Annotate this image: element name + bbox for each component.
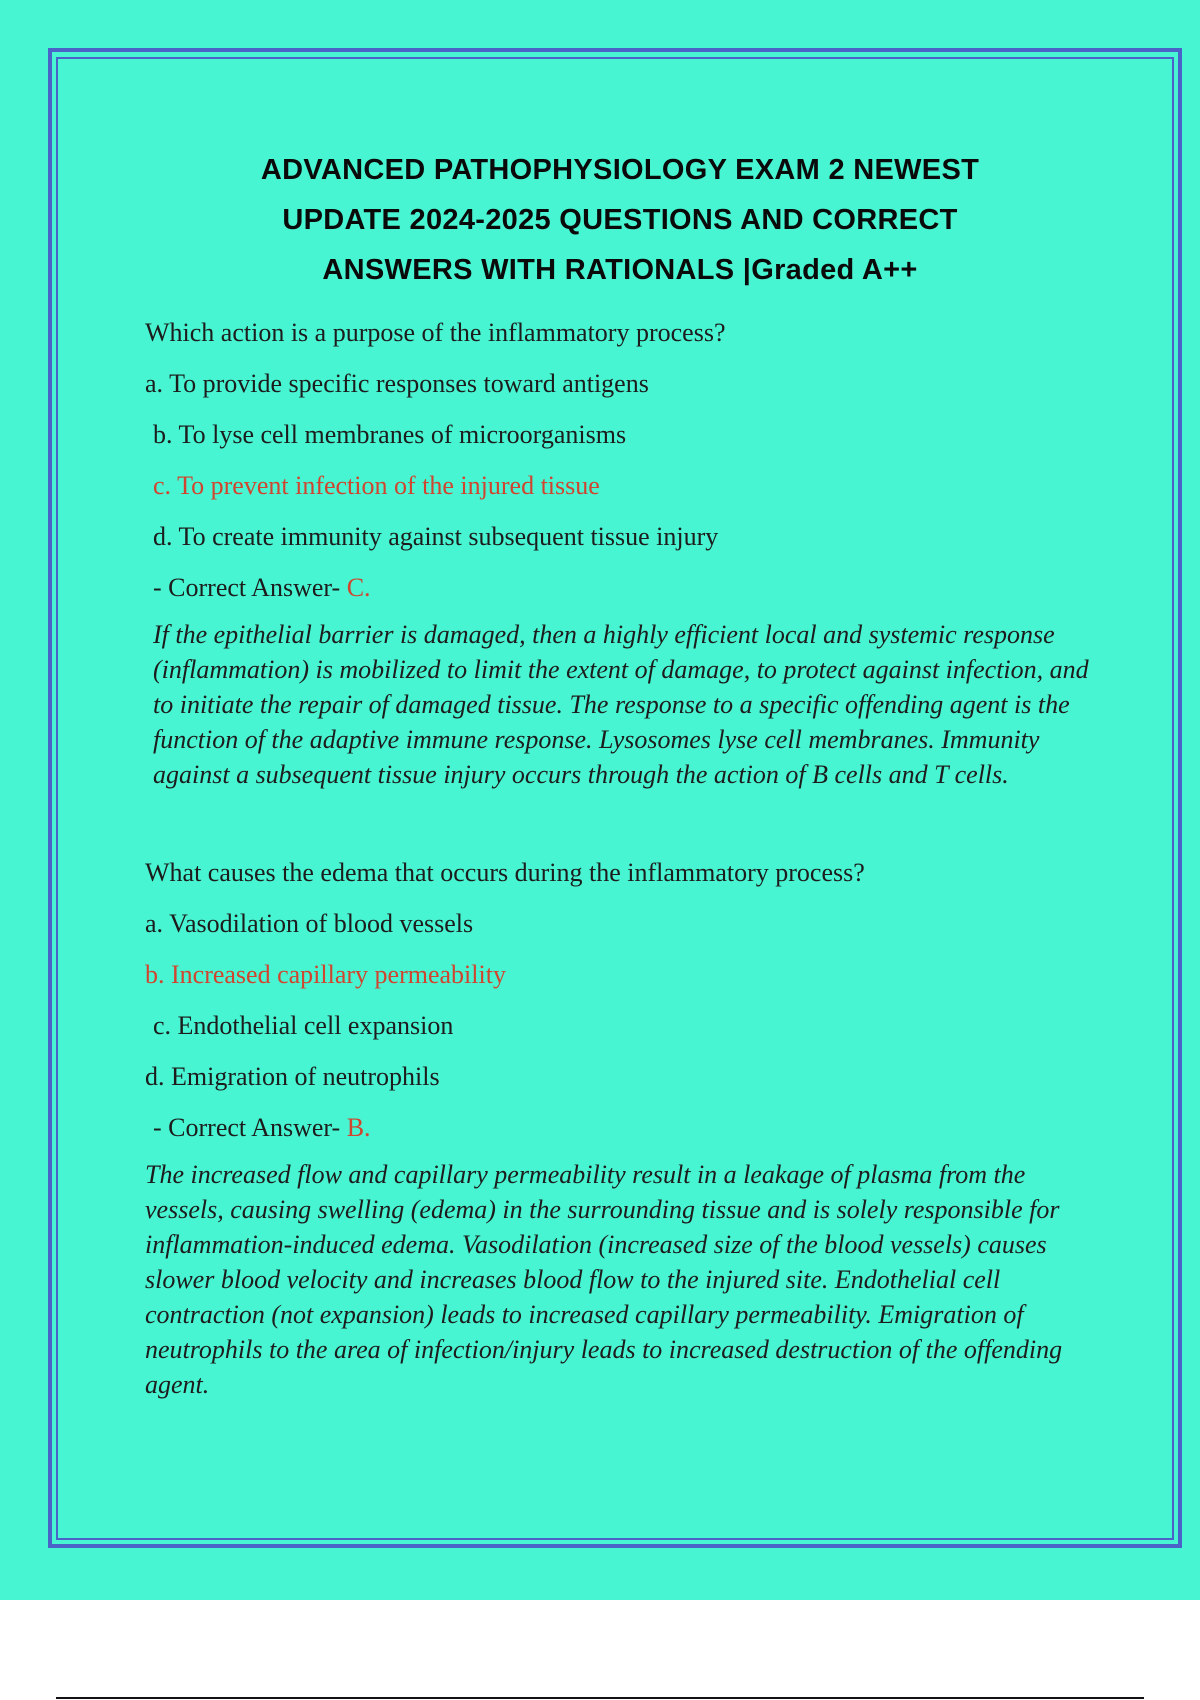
document-content <box>145 145 1095 1402</box>
footer-divider <box>56 1697 1144 1699</box>
correct-answer-label: - Correct Answer- <box>153 1113 341 1142</box>
correct-answer-label: - Correct Answer- <box>153 573 341 602</box>
question-1-option-a: a. To provide specific responses toward antigens <box>145 369 649 398</box>
question-2-option-d: d. Emigration of neutrophils <box>145 1062 440 1091</box>
document-title <box>145 145 1095 295</box>
section-spacer <box>145 792 1095 847</box>
question-block-2 <box>145 847 1095 1153</box>
correct-answer-letter: B. <box>346 1113 371 1142</box>
question-2-option-b-correct: b. Increased capillary permeability <box>145 960 506 989</box>
question-1-option-d: d. To create immunity against subsequent tissue injury <box>153 522 719 551</box>
question-block-1 <box>145 307 1095 613</box>
question-2-prompt: What causes the edema that occurs during the inflammatory process? <box>145 858 865 887</box>
title-line-1: ADVANCED PATHOPHYSIOLOGY EXAM 2 NEWEST <box>260 154 980 186</box>
question-1-correct-answer <box>145 562 1095 613</box>
question-1-option-c-correct: c. To prevent infection of the injured tissue <box>153 471 600 500</box>
question-2-option-a: a. Vasodilation of blood vessels <box>145 909 474 938</box>
question-1-rationale: If the epithelial barrier is damaged, then a highly efficient local and systemic response (inflammation) is mobilized to limit the extent of damage, to protect against infection, and to initiate the repair of damaged tissue. The response to a specific offending agent is the function of the adaptive immune response. Lysosomes lyse cell membranes. Immunity against a subsequent tissue injury occurs through the action of B cells and T cells. <box>153 620 1089 789</box>
title-line-2: UPDATE 2024-2025 QUESTIONS AND CORRECT <box>282 204 958 236</box>
question-2-correct-answer <box>145 1102 1095 1153</box>
question-1-option-b: b. To lyse cell membranes of microorganisms <box>153 420 627 449</box>
correct-answer-letter: C. <box>346 573 371 602</box>
title-line-3: ANSWERS WITH RATIONALS |Graded A++ <box>322 254 918 286</box>
question-1-prompt: Which action is a purpose of the inflammatory process? <box>145 318 726 347</box>
question-2-option-c: c. Endothelial cell expansion <box>153 1011 454 1040</box>
question-2-rationale: The increased flow and capillary permeability result in a leakage of plasma from the vessels, causing swelling (edema) in the surrounding tissue and is solely responsible for inflammation-induced edema. Vasodilation (increased size of the blood vessels) causes slower blood velocity and increases blood flow to the injured site. Endothelial cell contraction (not expansion) leads to increased capillary permeability. Emigration of neutrophils to the area of infection/injury leads to increased destruction of the offending agent. <box>145 1160 1063 1399</box>
